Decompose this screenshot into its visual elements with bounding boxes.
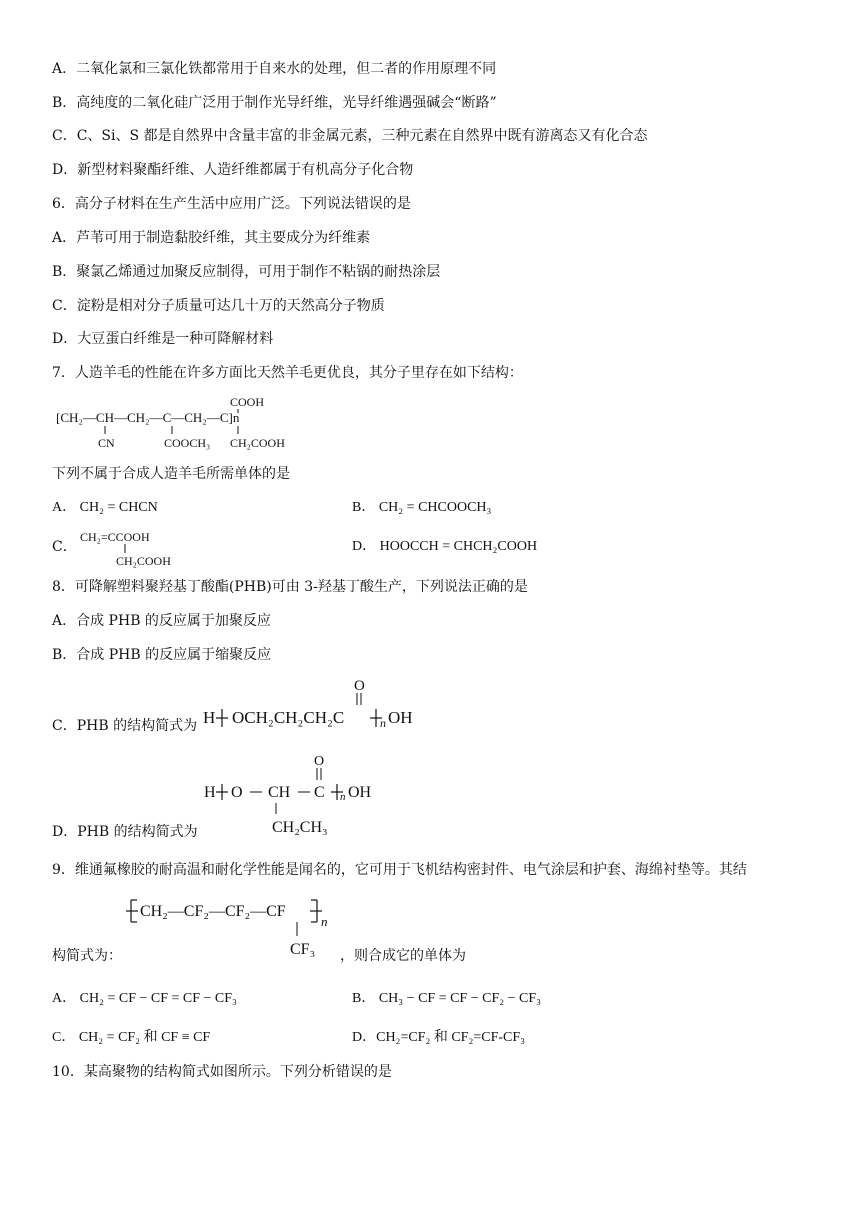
q7-ch2cooh-group: CH₂COOH <box>230 436 285 450</box>
q8d-h: H <box>204 784 216 801</box>
q9-option-b-label: B． <box>352 991 376 1006</box>
q9-stem-prefix: 构简式为： <box>52 948 122 964</box>
q7-option-b-formula: CH₂ = CHCOOCH₃ <box>378 500 492 515</box>
q8d-c: C <box>314 784 325 801</box>
q9-option-c-and: 和 <box>143 1030 158 1045</box>
q8-option-d-structure <box>200 748 390 840</box>
q9-stem-suffix: ，则合成它的单体为 <box>340 948 466 964</box>
q8d-branch: CH₂CH₃ <box>272 819 328 836</box>
q9-stem: 9．维通氟橡胶的耐高温和耐化学性能是闻名的，它可用于飞机结构密封件、电气涂层和护套、海绵衬垫等。其结 <box>52 862 747 878</box>
q9-option-c-label: C． <box>52 1030 76 1045</box>
q7-stem: 7．人造羊毛的性能在许多方面比天然羊毛更优良，其分子里存在如下结构： <box>52 365 523 381</box>
q9-option-b <box>352 989 541 1009</box>
q7-option-c-label: C． <box>52 539 77 555</box>
q8-option-c-structure <box>200 672 430 732</box>
q9-option-a-label: A． <box>52 991 77 1006</box>
q7-option-b-label: B． <box>352 500 376 515</box>
q8-stem: 8．可降解塑料聚羟基丁酸酯(PHB)可由 3-羟基丁酸生产，下列说法正确的是 <box>52 579 528 595</box>
q8c-oxygen: O <box>354 678 365 694</box>
q7-option-b <box>352 498 491 518</box>
q6-stem: 6．高分子材料在生产生活中应用广泛。下列说法错误的是 <box>52 196 411 212</box>
q9-option-b-formula: CH₃ − CF = CF − CF₂ − CF₃ <box>378 991 542 1006</box>
q8d-n: n <box>340 791 346 803</box>
q7-main-chain: [CH₂—CH—CH₂—C—CH₂—C]n <box>56 410 240 425</box>
q7-question: 下列不属于合成人造羊毛所需单体的是 <box>52 466 290 482</box>
q7-cooh-top: COOH <box>230 395 265 409</box>
q6-option-a: A．芦苇可用于制造黏胶纤维，其主要成分为纤维素 <box>52 230 371 246</box>
q8-option-c-label: C．PHB 的结构简式为 <box>52 718 198 734</box>
q8d-ch: CH <box>268 784 291 801</box>
q9-main-chain: CH₂—CF₂—CF₂—CF <box>140 903 286 920</box>
q7-polymer-structure <box>52 392 312 456</box>
q8d-end: OH <box>348 784 372 801</box>
q7-c-top: CH₂=CCOOH <box>80 530 150 544</box>
q7-option-a-formula: CH₂ = CHCN <box>79 500 158 515</box>
q5-option-d: D．新型材料聚酯纤维、人造纤维都属于有机高分子化合物 <box>52 162 414 178</box>
q7-option-d-formula: HOOCCH = CHCH₂COOH <box>379 539 538 554</box>
q6-option-b: B．聚氯乙烯通过加聚反应制得，可用于制作不粘锅的耐热涂层 <box>52 264 441 280</box>
q9-polymer-structure <box>124 892 340 962</box>
q7-option-a-label: A． <box>52 500 77 515</box>
q7-c-bottom: CH₂COOH <box>116 554 171 568</box>
q5-option-c: C．C、Si、S 都是自然界中含量丰富的非金属元素，三种元素在自然界中既有游离态又有化合态 <box>52 128 648 144</box>
q7-option-d-label: D． <box>352 539 377 554</box>
q9-option-c-formula-1: CH₂ = CF₂ <box>78 1030 141 1045</box>
q8c-n: n <box>380 716 386 730</box>
q8d-oxygen: O <box>314 754 325 769</box>
q9-option-a-formula: CH₂ = CF − CF = CF − CF₃ <box>79 991 237 1006</box>
q9-n: n <box>321 914 328 929</box>
q8c-body: OCH₂CH₂CH₂C <box>232 708 345 727</box>
q5-option-a: A．二氧化氯和三氯化铁都常用于自来水的处理，但二者的作用原理不同 <box>52 61 497 77</box>
q7-cooch3-group: COOCH₃ <box>164 436 211 450</box>
q9-option-c-formula-2: CF ≡ CF <box>161 1030 211 1045</box>
q7-option-c-structure <box>76 526 196 570</box>
q9-option-c <box>52 1028 210 1048</box>
q6-option-d: D．大豆蛋白纤维是一种可降解材料 <box>52 331 274 347</box>
q8-option-d-label: D．PHB 的结构简式为 <box>52 824 198 840</box>
q9-option-a <box>52 989 237 1009</box>
q7-option-d <box>352 537 537 557</box>
q8c-end: OH <box>388 708 413 727</box>
q8-option-a: A．合成 PHB 的反应属于加聚反应 <box>52 613 271 629</box>
q6-option-c: C．淀粉是相对分子质量可达几十万的天然高分子物质 <box>52 298 385 314</box>
q9-branch: CF₃ <box>290 941 316 958</box>
q7-option-a <box>52 498 158 518</box>
q10-stem: 10．某高聚物的结构简式如图所示。下列分析错误的是 <box>52 1064 392 1080</box>
q7-cn-group: CN <box>98 436 115 450</box>
q5-option-b: B．高纯度的二氧化硅广泛用于制作光导纤维，光导纤维遇强碱会“断路” <box>52 95 497 111</box>
q8d-o: O <box>231 784 243 801</box>
q8c-h: H <box>203 708 216 727</box>
q9-option-d: D．CH₂=CF₂ 和 CF₂=CF-CF₃ <box>352 1030 526 1045</box>
q8-option-b: B．合成 PHB 的反应属于缩聚反应 <box>52 647 272 663</box>
